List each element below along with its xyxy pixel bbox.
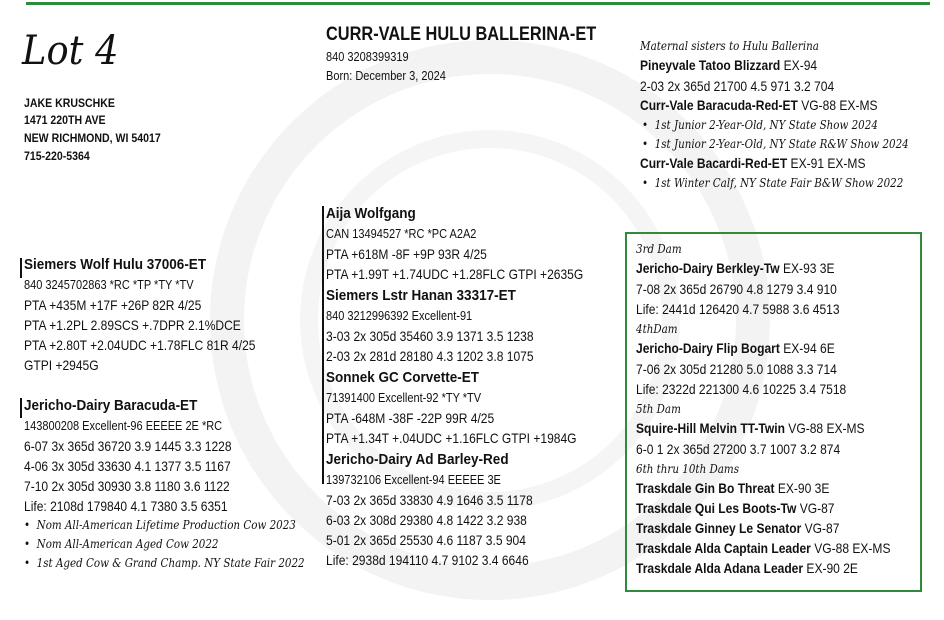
sire-dam-record-2: 2-03 2x 281d 28180 4.3 1202 3.8 1075 [326, 348, 534, 364]
third-dam-name: Jericho-Dairy Berkley-Tw EX-93 3E [636, 260, 835, 276]
dam-dam-record-1: 7-03 2x 365d 33830 4.9 1646 3.5 1178 [326, 492, 533, 508]
dam-sire-name: Sonnek GC Corvette-ET [326, 369, 480, 386]
dam-dam-record-2: 6-03 2x 308d 29380 4.8 1422 3.2 938 [326, 512, 527, 528]
lot-number: Lot 4 [22, 28, 119, 74]
pedigree-sire-tick [20, 258, 22, 278]
sixth-tenth-dams-label: 6th thru 10th Dams [636, 462, 740, 476]
sire-dam-record-1: 3-03 2x 305d 35460 3.9 1371 3.5 1238 [326, 328, 534, 344]
fifth-dam-record: 6-0 1 2x 365d 27200 3.7 1007 3.2 874 [636, 441, 841, 457]
dam-record-2: 4-06 3x 305d 33630 4.1 1377 3.5 1167 [24, 458, 231, 474]
sire-sire-name: Aija Wolfgang [326, 205, 416, 222]
third-dam-record: 7-08 2x 365d 26790 4.8 1279 3.4 910 [636, 281, 837, 297]
dam-name: Jericho-Dairy Baracuda-ET [24, 397, 198, 414]
dam-dam-reg: 139732106 Excellent-94 EEEEE 3E [326, 473, 501, 487]
dam-sire-reg: 71391400 Excellent-92 *TY *TV [326, 391, 482, 405]
dam-lifetime: Life: 2108d 179840 4.1 7380 3.5 6351 [24, 498, 228, 514]
animal-reg: 840 3208399319 [326, 50, 409, 64]
dam-sire-pta-2: PTA +1.34T +.04UDC +1.16FLC GTPI +1984G [326, 430, 577, 446]
dam-dam-name: Jericho-Dairy Ad Barley-Red [326, 451, 509, 468]
dam-award-3: • 1st Aged Cow & Grand Champ. NY State Fair 2022 [24, 556, 305, 570]
consignor-city: NEW RICHMOND, WI 54017 [24, 131, 161, 145]
dam-6: Traskdale Gin Bo Threat EX-90 3E [636, 480, 830, 496]
consignor-address: 1471 220TH AVE [24, 113, 106, 127]
fifth-dam-label: 5th Dam [636, 402, 681, 416]
sister-3-award-1: • 1st Winter Calf, NY State Fair B&W Show 2022 [642, 176, 904, 190]
fifth-dam-name: Squire-Hill Melvin TT-Twin VG-88 EX-MS [636, 420, 865, 436]
sire-name: Siemers Wolf Hulu 37006-ET [24, 256, 207, 273]
dam-record-1: 6-07 3x 365d 36720 3.9 1445 3.3 1228 [24, 438, 232, 454]
pedigree-dam-tick [20, 398, 22, 418]
consignor-name: JAKE KRUSCHKE [24, 96, 115, 110]
third-dam-label: 3rd Dam [636, 242, 682, 256]
third-dam-lifetime: Life: 2441d 126420 4.7 5988 3.6 4513 [636, 301, 840, 317]
dam-8: Traskdale Ginney Le Senator VG-87 [636, 520, 840, 536]
sisters-heading: Maternal sisters to Hulu Ballerina [640, 39, 819, 53]
sister-2-award-2: • 1st Junior 2-Year-Old, NY State R&W Show 2024 [642, 137, 909, 151]
sire-sire-reg: CAN 13494527 *RC *PC A2A2 [326, 227, 477, 241]
sire-reg: 840 3245702863 *RC *TP *TY *TV [24, 278, 194, 292]
fourth-dam-label: 4thDam [636, 322, 678, 336]
sister-2: Curr-Vale Baracuda-Red-ET VG-88 EX-MS [640, 97, 878, 113]
sire-pta-3: PTA +2.80T +2.04UDC +1.78FLC 81R 4/25 [24, 337, 256, 353]
sire-sire-pta-1: PTA +618M -8F +9P 93R 4/25 [326, 246, 487, 262]
sire-gtpi: GTPI +2945G [24, 357, 99, 373]
dam-reg: 143800208 Excellent-96 EEEEE 2E *RC [24, 419, 223, 433]
sire-dam-reg: 840 3212996392 Excellent-91 [326, 309, 473, 323]
pedigree-right-bracket [322, 206, 324, 484]
sire-pta-2: PTA +1.2PL 2.89SCS +.7DPR 2.1%DCE [24, 317, 241, 333]
sire-dam-name: Siemers Lstr Hanan 33317-ET [326, 287, 516, 304]
sire-sire-pta-2: PTA +1.99T +1.74UDC +1.28FLC GTPI +2635G [326, 266, 584, 282]
animal-name: CURR-VALE HULU BALLERINA-ET [326, 24, 597, 45]
dam-award-2: • Nom All-American Aged Cow 2022 [24, 537, 219, 551]
dam-10: Traskdale Alda Adana Leader EX-90 2E [636, 560, 858, 576]
sister-3: Curr-Vale Bacardi-Red-ET EX-91 EX-MS [640, 155, 866, 171]
sire-pta-1: PTA +435M +17F +26P 82R 4/25 [24, 297, 202, 313]
animal-born: Born: December 3, 2024 [326, 69, 446, 83]
dam-sire-pta-1: PTA -648M -38F -22P 99R 4/25 [326, 410, 495, 426]
sister-2-award-1: • 1st Junior 2-Year-Old, NY State Show 2024 [642, 118, 878, 132]
fourth-dam-lifetime: Life: 2322d 221300 4.6 10225 3.4 7518 [636, 381, 847, 397]
dam-7: Traskdale Qui Les Boots-Tw VG-87 [636, 500, 835, 516]
dam-9: Traskdale Alda Captain Leader VG-88 EX-MS [636, 540, 891, 556]
sister-1-record: 2-03 2x 365d 21700 4.5 971 3.2 704 [640, 78, 835, 94]
consignor-phone: 715-220-5364 [24, 149, 90, 163]
fourth-dam-name: Jericho-Dairy Flip Bogart EX-94 6E [636, 340, 835, 356]
dam-dam-record-3: 5-01 2x 365d 25530 4.6 1187 3.5 904 [326, 532, 526, 548]
fourth-dam-record: 7-06 2x 305d 21280 5.0 1088 3.3 714 [636, 361, 837, 377]
sister-1: Pineyvale Tatoo Blizzard EX-94 [640, 57, 818, 73]
dam-award-1: • Nom All-American Lifetime Production Cow 2023 [24, 518, 296, 532]
top-rule [26, 2, 930, 5]
dam-dam-lifetime: Life: 2938d 194110 4.7 9102 3.4 6646 [326, 552, 529, 568]
dam-record-3: 7-10 2x 305d 30930 3.8 1180 3.6 1122 [24, 478, 230, 494]
